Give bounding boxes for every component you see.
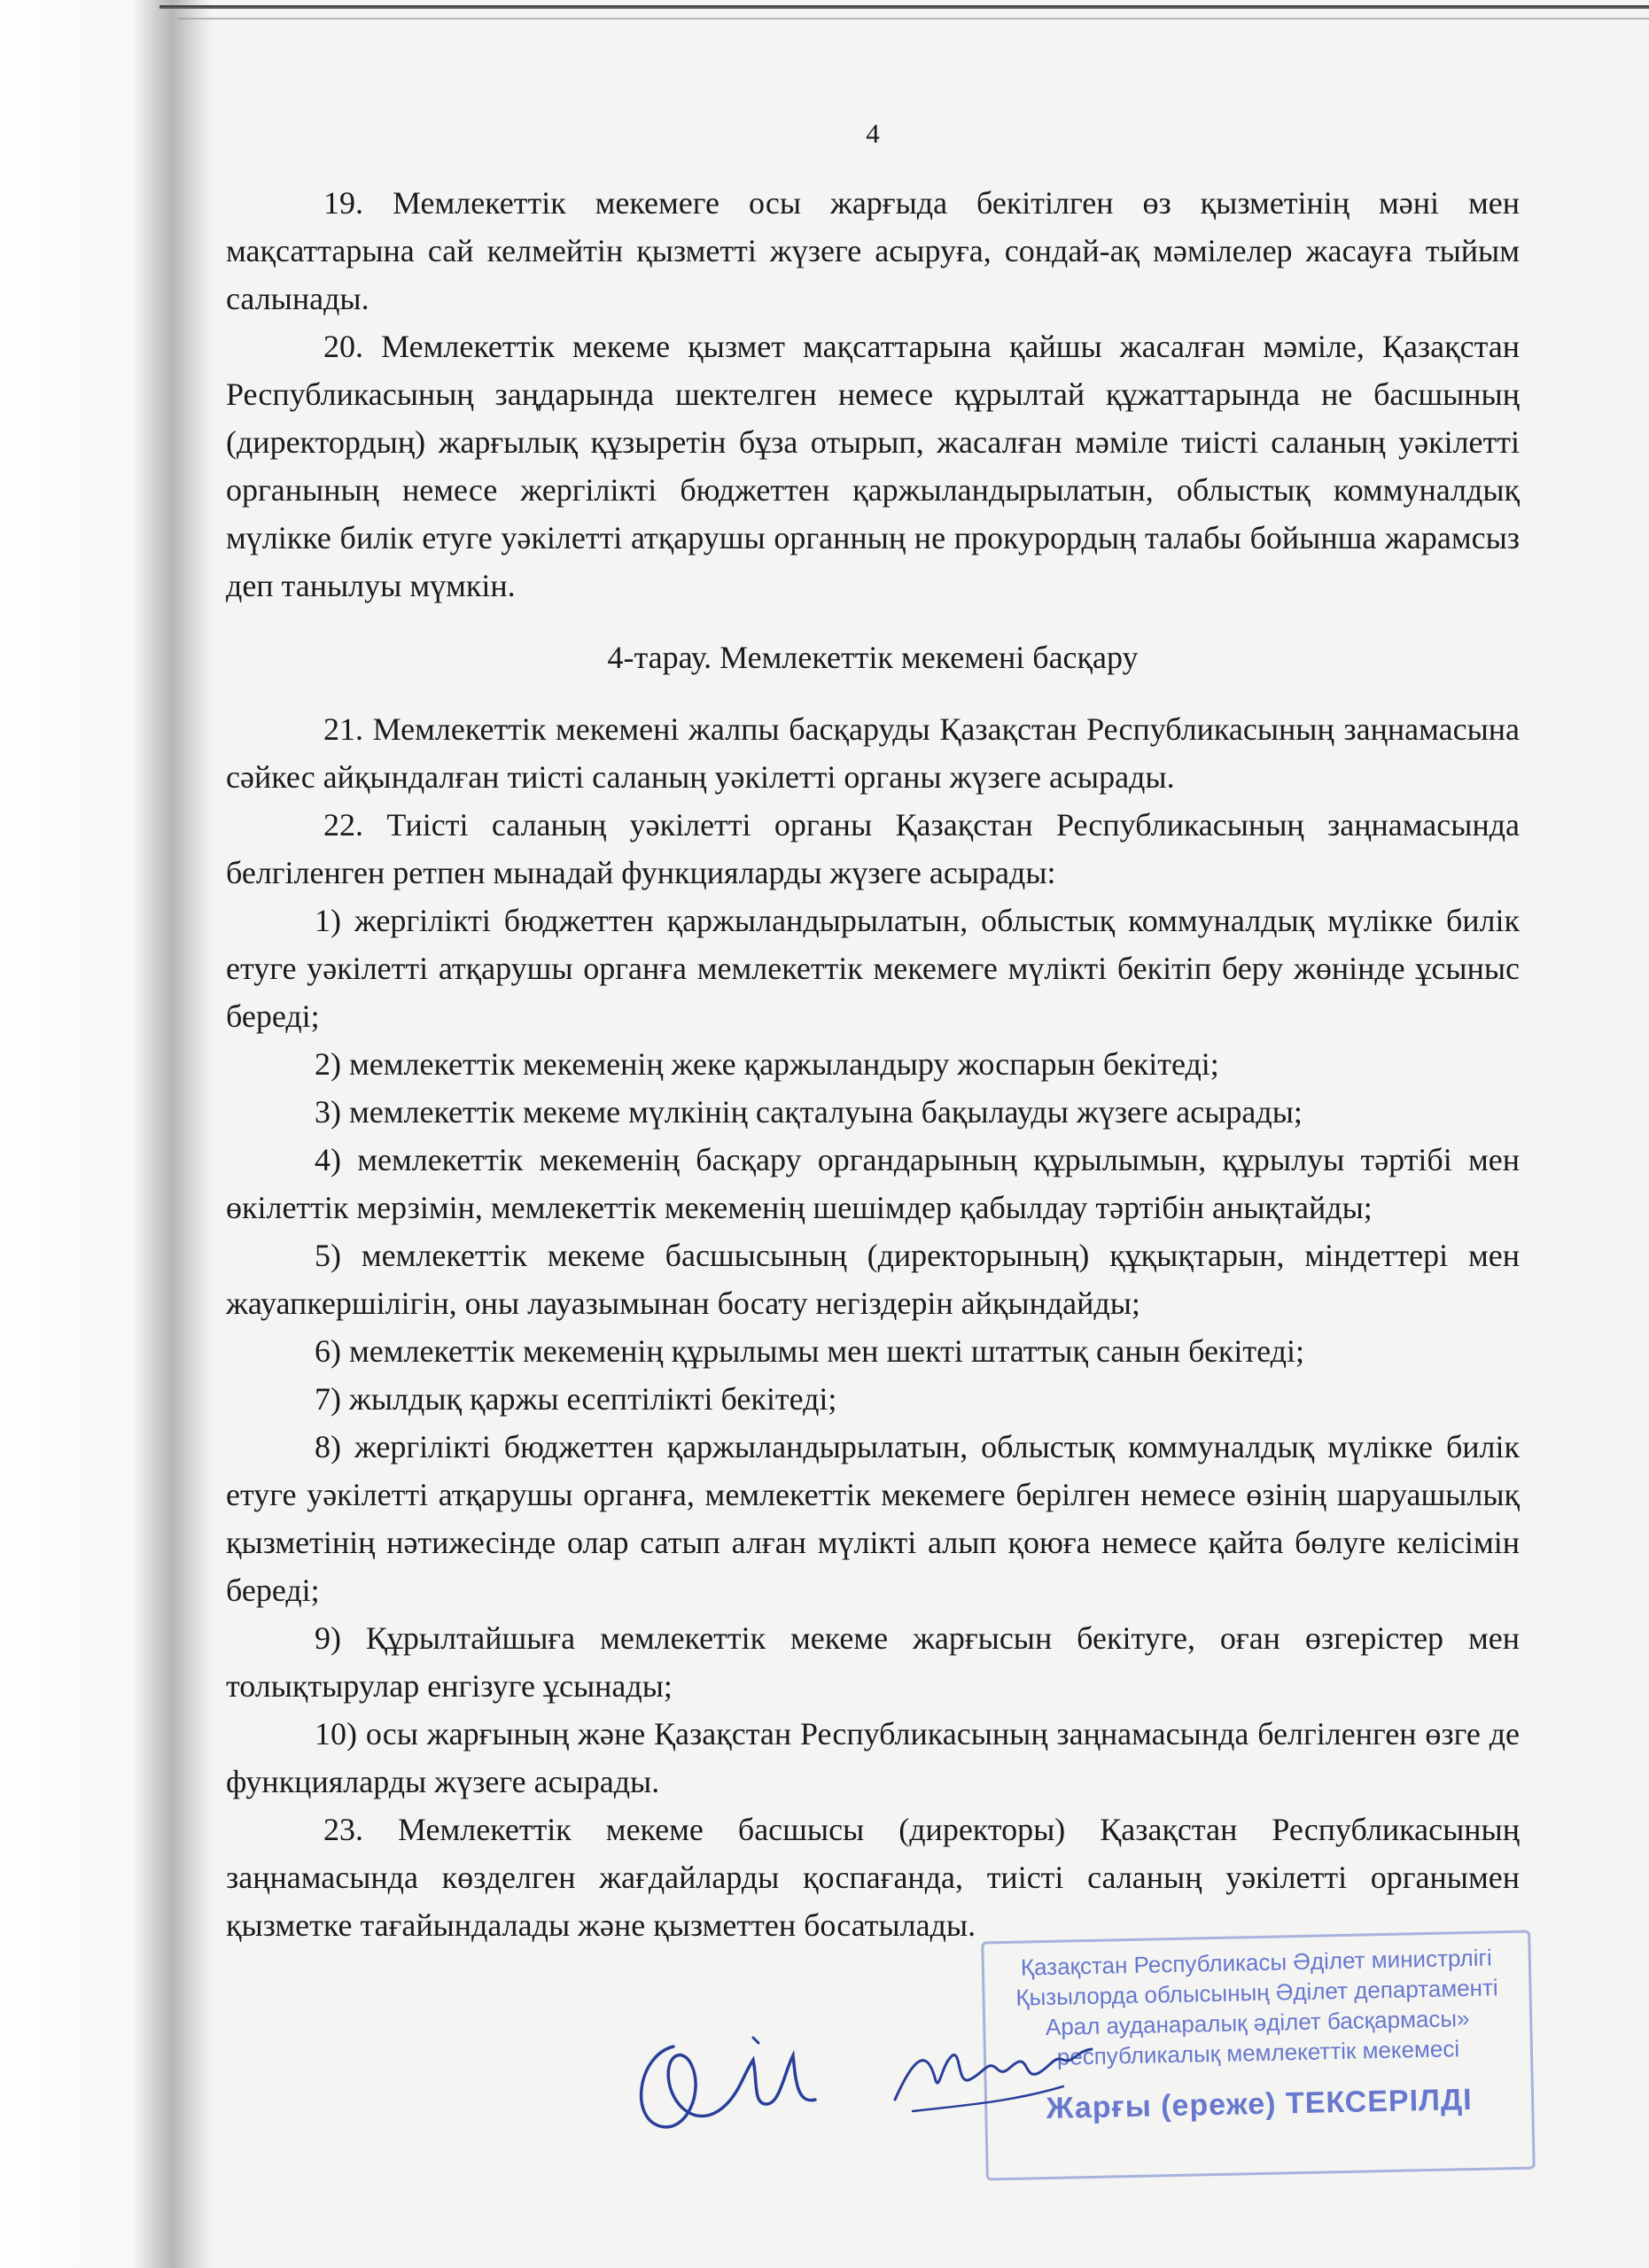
- list-item-9: 9) Құрылтайшыға мемлекеттік мекеме жарғысын бекітуге, оған өзгерістер мен толықтырулар енгізуге ұсынады;: [226, 1620, 1520, 1704]
- list-item-6: 6) мемлекеттік мекеменің құрылымы мен шекті штаттық санын бекітеді;: [315, 1333, 1304, 1369]
- list-item-4: 4) мемлекеттік мекеменің басқару органдарының құрылымын, құрылуы тәртібі мен өкілеттік мерзімін, мемлекеттік мекеменің шешімдер қабылдау тәртібін анықтайды;: [226, 1142, 1520, 1225]
- list-item-1: 1) жергілікті бюджеттен қаржыландырылатын, облыстық коммуналдық мүлікке билік етуге уәкілетті атқарушы органға мемлекеттік мекемеге мүлікті бекітіп беру жөнінде ұсыныс береді;: [226, 903, 1520, 1034]
- list-item-10: 10) осы жарғының және Қазақстан Республикасының заңнамасында белгіленген өзге де функцияларды жүзеге асырады.: [226, 1716, 1520, 1799]
- paragraph-19: 19. Мемлекеттік мекемеге осы жарғыда бекітілген өз қызметінің мәні мен мақсаттарына сай келмейтін қызметті жүзеге асыруға, сондай-ақ мәмілелер жасауға тыйым салынады.: [226, 185, 1520, 316]
- paragraph-22: 22. Тиісті саланың уәкілетті органы Қазақстан Республикасының заңнамасында белгіленген ретпен мынадай функцияларды жүзеге асырады:: [226, 807, 1520, 890]
- scan-top-edge: [159, 5, 1649, 9]
- scan-top-edge-secondary: [177, 18, 1649, 19]
- signature-1: [620, 2020, 851, 2144]
- list-item-3: 3) мемлекеттік мекеме мүлкінің сақталуына бақылауды жүзеге асырады;: [315, 1094, 1303, 1130]
- stamp-line-office: Арал ауданаралық әділет басқармасы»: [1045, 2004, 1470, 2041]
- document-body: [226, 179, 1520, 1949]
- stamp-line-ministry: Қазақстан Республикасы Әділет министрлігі: [1020, 1944, 1492, 1981]
- paragraph-20: 20. Мемлекеттік мекеме қызмет мақсаттарына қайшы жасалған мәміле, Қазақстан Республикасының заңдарында шектелген немесе құрылтай құжаттарында не басшының (директордың) жарғылық құзыретін бұза отырып, жасалған мәміле тиісті саланың уәкілетті органының немесе жергілікті бюджеттен қаржыландырылатын, облыстық коммуналдық мүлікке билік етуге уәкілетті атқарушы органның не прокурордың талабы бойынша жарамсыз деп танылуы мүмкін.: [226, 329, 1520, 603]
- list-item-5: 5) мемлекеттік мекеме басшысының (директорының) құқықтарын, міндеттері мен жауапкершілігін, оны лауазымынан босату негіздерін айқындайды;: [226, 1238, 1520, 1321]
- stamp-line-institution: республикалық мемлекеттік мекемесі: [1056, 2035, 1460, 2070]
- list-item-7: 7) жылдық қаржы есептілікті бекітеді;: [315, 1381, 837, 1417]
- list-item-2: 2) мемлекеттік мекеменің жеке қаржыландыру жоспарын бекітеді;: [315, 1046, 1219, 1082]
- signature-2: [886, 2024, 1099, 2122]
- paragraph-21: 21. Мемлекеттік мекемені жалпы басқаруды Қазақстан Республикасының заңнамасына сәйкес айқындалған тиісті саланың уәкілетті органы жүзеге асырады.: [226, 711, 1520, 795]
- scan-binding-shadow: [0, 0, 213, 2268]
- chapter-heading: 4-тарау. Мемлекеттік мекемені басқару: [607, 640, 1139, 675]
- list-item-8: 8) жергілікті бюджеттен қаржыландырылатын, облыстық коммуналдық мүлікке билік етуге уәкілетті атқарушы органға, мемлекеттік мекемеге берілген немесе өзінің шаруашылық қызметінің нәтижесінде олар сатып алған мүлікті алып қоюға немесе қайта бөлуге келісімін береді;: [226, 1429, 1520, 1608]
- paragraph-23: 23. Мемлекеттік мекеме басшысы (директоры) Қазақстан Республикасының заңнамасында көзделген жағдайларды қоспағанда, тиісті саланың уәкілетті органымен қызметке тағайындалады және қызметтен босатылады.: [226, 1812, 1520, 1943]
- stamp-verified-text: Жарғы (ереже) ТЕКСЕРІЛДІ: [1046, 2082, 1473, 2126]
- page-number: 4: [866, 118, 880, 149]
- stamp-line-department: Қызылорда облысының Әділет департаменті: [1015, 1974, 1498, 2011]
